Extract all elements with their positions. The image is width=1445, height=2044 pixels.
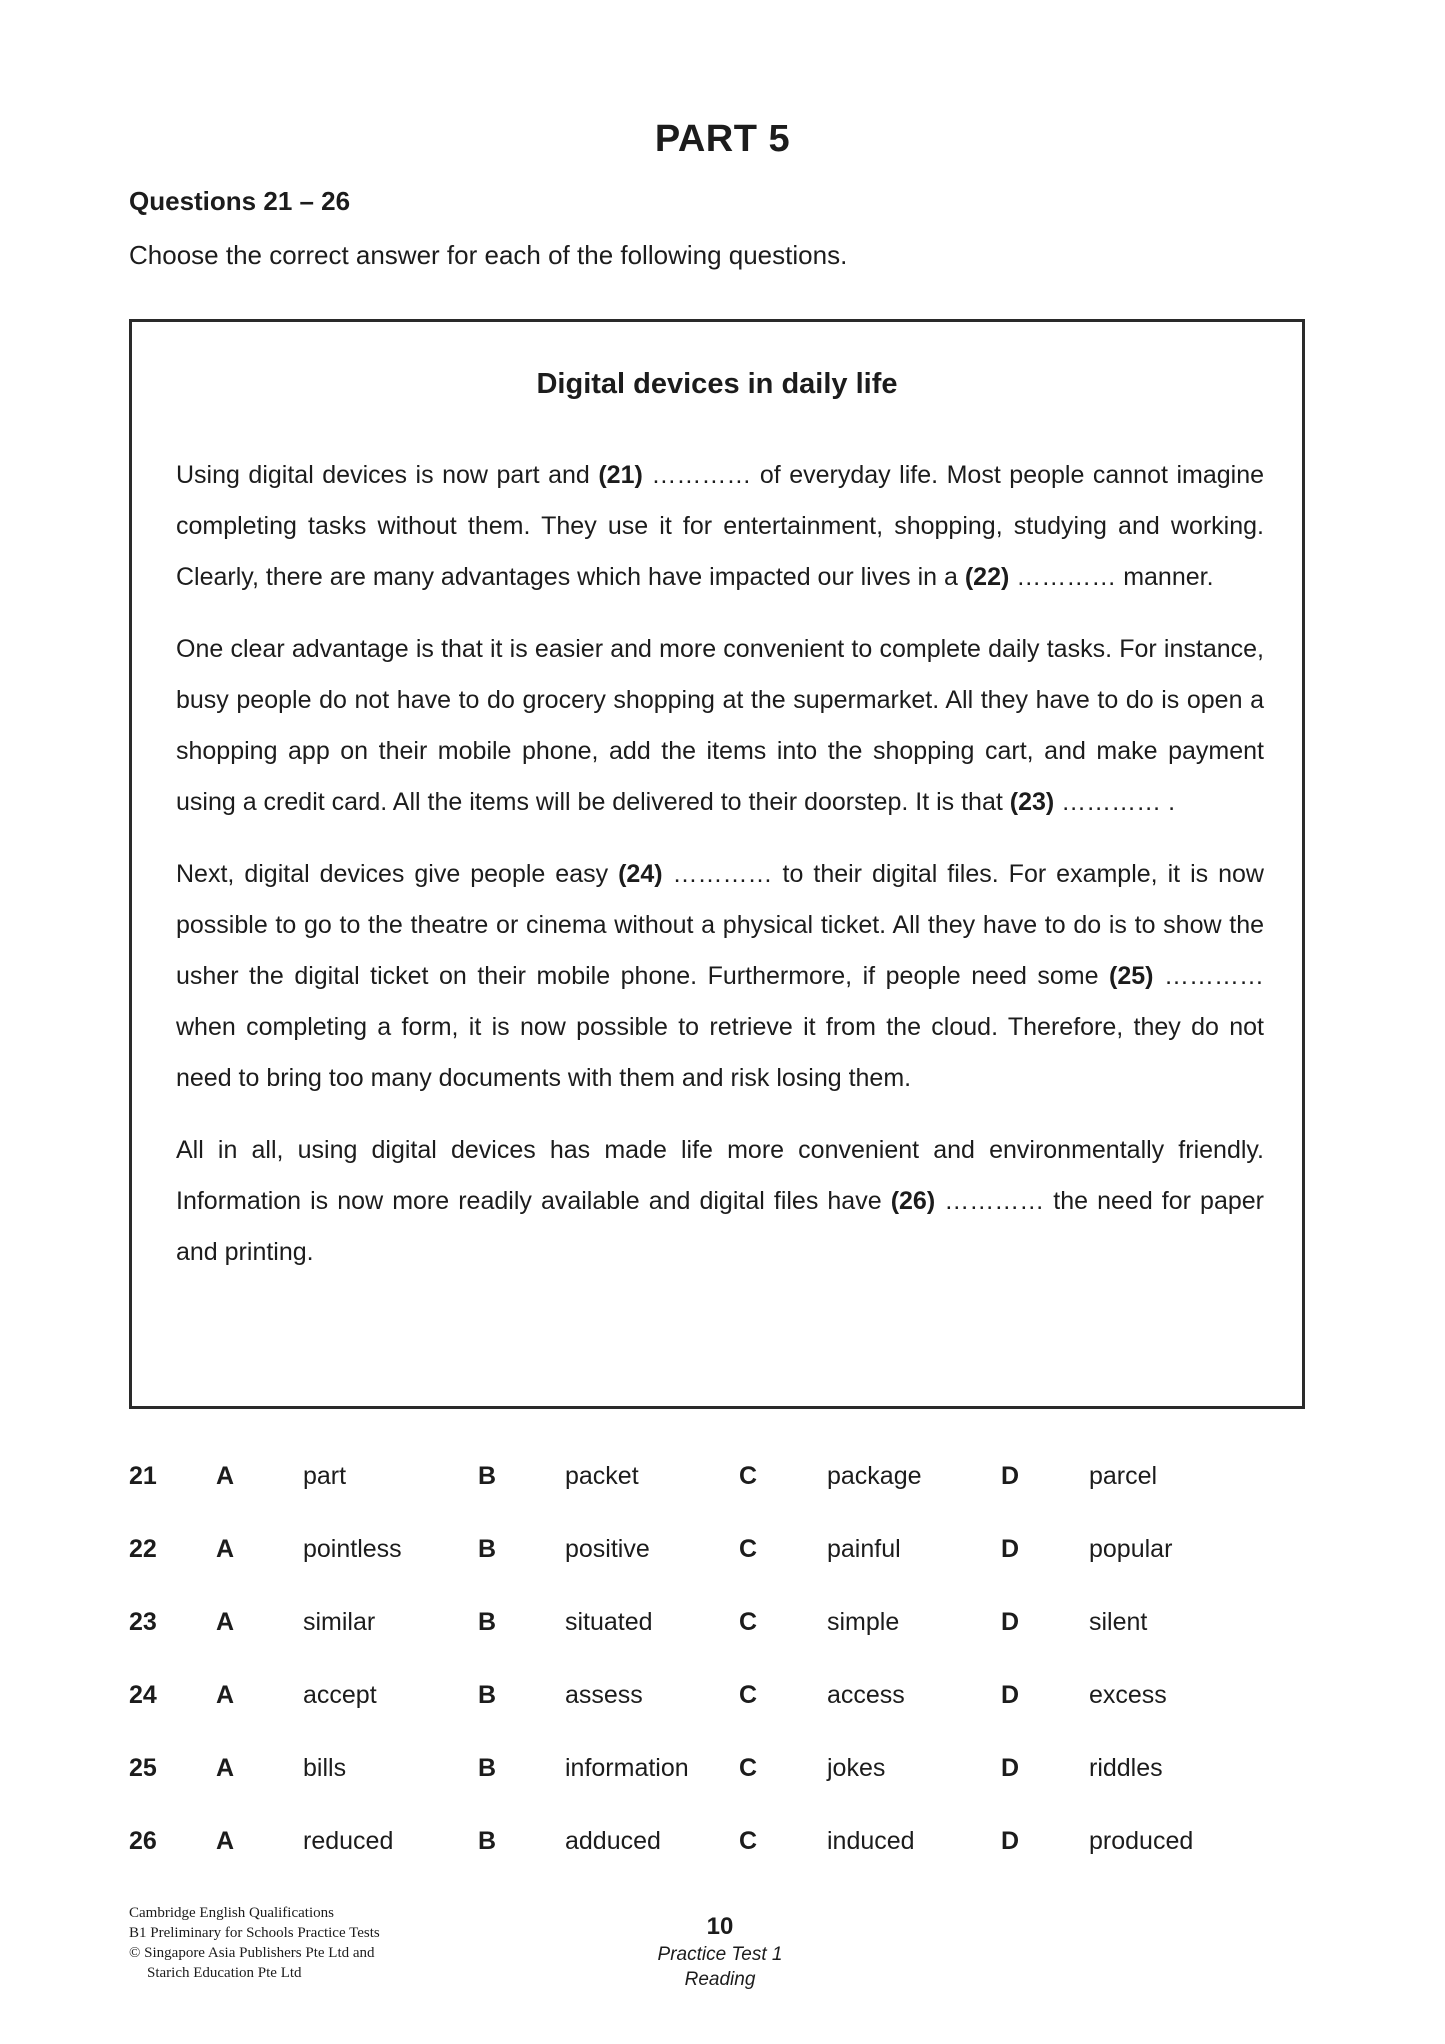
passage-segment: ………… manner. <box>1009 563 1214 591</box>
option-letter-a: A <box>216 1462 235 1490</box>
option-letter-a: A <box>216 1535 235 1563</box>
option-choice-a[interactable]: pointless <box>303 1535 402 1563</box>
passage-segment: Next, digital devices give people easy <box>176 860 619 888</box>
option-letter-d: D <box>1001 1827 1020 1855</box>
page-title: PART 5 <box>654 118 791 160</box>
footer-line: © Singapore Asia Publishers Pte Ltd and <box>129 1945 375 1961</box>
option-choice-c[interactable]: simple <box>827 1608 900 1636</box>
option-choice-b[interactable]: positive <box>565 1535 650 1563</box>
option-choice-c[interactable]: package <box>827 1462 922 1490</box>
passage-paragraph <box>176 1125 1264 1278</box>
option-letter-a: A <box>216 1681 235 1709</box>
option-question-number: 21 <box>129 1462 157 1490</box>
option-question-number: 26 <box>129 1827 157 1855</box>
option-letter-a: A <box>216 1754 235 1782</box>
option-letter-d: D <box>1001 1681 1020 1709</box>
passage-title: Digital devices in daily life <box>536 368 898 400</box>
question-number: (24) <box>618 860 663 888</box>
option-letter-a: A <box>216 1608 235 1636</box>
option-letter-b: B <box>478 1681 497 1709</box>
option-row <box>129 1681 1305 1754</box>
question-number: (21) <box>598 461 643 489</box>
option-choice-b[interactable]: packet <box>565 1462 639 1490</box>
option-letter-c: C <box>739 1462 758 1490</box>
option-letter-c: C <box>739 1754 758 1782</box>
option-row <box>129 1462 1305 1535</box>
passage-segment: ………… . <box>1054 788 1176 816</box>
option-choice-c[interactable]: induced <box>827 1827 915 1855</box>
option-choice-a[interactable]: part <box>303 1462 347 1490</box>
passage-segment: ………… the need for paper and printing. <box>176 1187 1264 1266</box>
option-question-number: 24 <box>129 1681 157 1709</box>
passage-segment: ………… to their digital files. For example, it is now possible to go to the theatre or cinema without a physical ticket. All they have to do is to show the usher the digital ticket on their mobile phone. Furthermore, if people need some <box>176 860 1264 990</box>
option-choice-b[interactable]: adduced <box>565 1827 661 1855</box>
footer-line: Starich Education Pte Ltd <box>147 1965 302 1981</box>
instruction-text: Choose the correct answer for each of the following questions. <box>129 240 848 270</box>
questions-range: Questions 21 – 26 <box>129 186 351 216</box>
footer-line: Cambridge English Qualifications <box>129 1905 334 1921</box>
question-number: (23) <box>1009 788 1055 816</box>
option-letter-b: B <box>478 1754 497 1782</box>
option-choice-d[interactable]: riddles <box>1089 1754 1163 1782</box>
question-number: (25) <box>1109 962 1154 990</box>
passage-paragraph <box>176 624 1264 828</box>
option-letter-d: D <box>1001 1754 1020 1782</box>
option-letter-c: C <box>739 1608 758 1636</box>
option-letter-d: D <box>1001 1462 1020 1490</box>
option-letter-a: A <box>216 1827 235 1855</box>
option-letter-b: B <box>478 1535 497 1563</box>
option-choice-a[interactable]: accept <box>303 1681 377 1709</box>
option-choice-b[interactable]: situated <box>565 1608 653 1636</box>
option-row <box>129 1754 1305 1827</box>
passage-paragraph <box>176 450 1264 603</box>
footer-line: B1 Preliminary for Schools Practice Tests <box>129 1925 380 1941</box>
page-number: 10 <box>706 1913 734 1940</box>
option-row <box>129 1535 1305 1608</box>
passage-segment: ………… when completing a form, it is now possible to retrieve it from the cloud. Therefore, they do not need to bring too many documents with them and risk losing them. <box>176 962 1264 1092</box>
option-choice-d[interactable]: parcel <box>1089 1462 1158 1490</box>
passage-paragraph <box>176 849 1264 1104</box>
option-choice-c[interactable]: painful <box>827 1535 901 1563</box>
passage-segment: Using digital devices is now part and <box>176 461 599 489</box>
option-choice-c[interactable]: access <box>827 1681 905 1709</box>
passage-segment: ………… of everyday life. Most people cannot imagine completing tasks without them. They use it for entertainment, shopping, studying and working. Clearly, there are many advantages which have impacted our lives in a <box>176 461 1265 591</box>
option-question-number: 22 <box>129 1535 157 1563</box>
passage-segment: One clear advantage is that it is easier and more convenient to complete daily tasks. For instance, busy people do not have to do grocery shopping at the supermarket. All they have to do is open a shopping app on their mobile phone, add the items into the shopping cart, and make payment using a credit card. All the items will be delivered to their doorstep. It is that <box>176 635 1264 816</box>
question-number: (26) <box>890 1187 936 1215</box>
option-letter-d: D <box>1001 1535 1020 1563</box>
option-letter-b: B <box>478 1827 497 1855</box>
option-letter-b: B <box>478 1462 497 1490</box>
option-question-number: 23 <box>129 1608 157 1636</box>
option-letter-b: B <box>478 1608 497 1636</box>
option-choice-b[interactable]: assess <box>565 1681 643 1709</box>
option-letter-d: D <box>1001 1608 1020 1636</box>
passage-box <box>129 319 1305 1409</box>
option-choice-c[interactable]: jokes <box>827 1754 886 1782</box>
question-number: (22) <box>964 563 1010 591</box>
option-choice-a[interactable]: similar <box>303 1608 376 1636</box>
option-question-number: 25 <box>129 1754 157 1782</box>
test-name: Practice Test 1 <box>657 1944 783 1965</box>
option-choice-b[interactable]: information <box>565 1754 689 1782</box>
option-row <box>129 1608 1305 1681</box>
section-name: Reading <box>684 1969 756 1990</box>
footer-credits <box>129 1903 380 1983</box>
option-row <box>129 1827 1305 1900</box>
passage-text <box>176 450 1264 1299</box>
option-letter-c: C <box>739 1681 758 1709</box>
option-letter-c: C <box>739 1535 758 1563</box>
answer-options <box>129 1462 1305 1900</box>
option-choice-d[interactable]: produced <box>1089 1827 1194 1855</box>
option-choice-a[interactable]: bills <box>303 1754 347 1782</box>
option-choice-d[interactable]: excess <box>1089 1681 1167 1709</box>
option-choice-d[interactable]: silent <box>1089 1608 1148 1636</box>
option-choice-d[interactable]: popular <box>1089 1535 1173 1563</box>
passage-segment: All in all, using digital devices has made life more convenient and environmentally friendly. Information is now more readily available and digital files have <box>176 1136 1264 1215</box>
option-choice-a[interactable]: reduced <box>303 1827 394 1855</box>
option-letter-c: C <box>739 1827 758 1855</box>
footer-page-info <box>620 1912 820 1992</box>
